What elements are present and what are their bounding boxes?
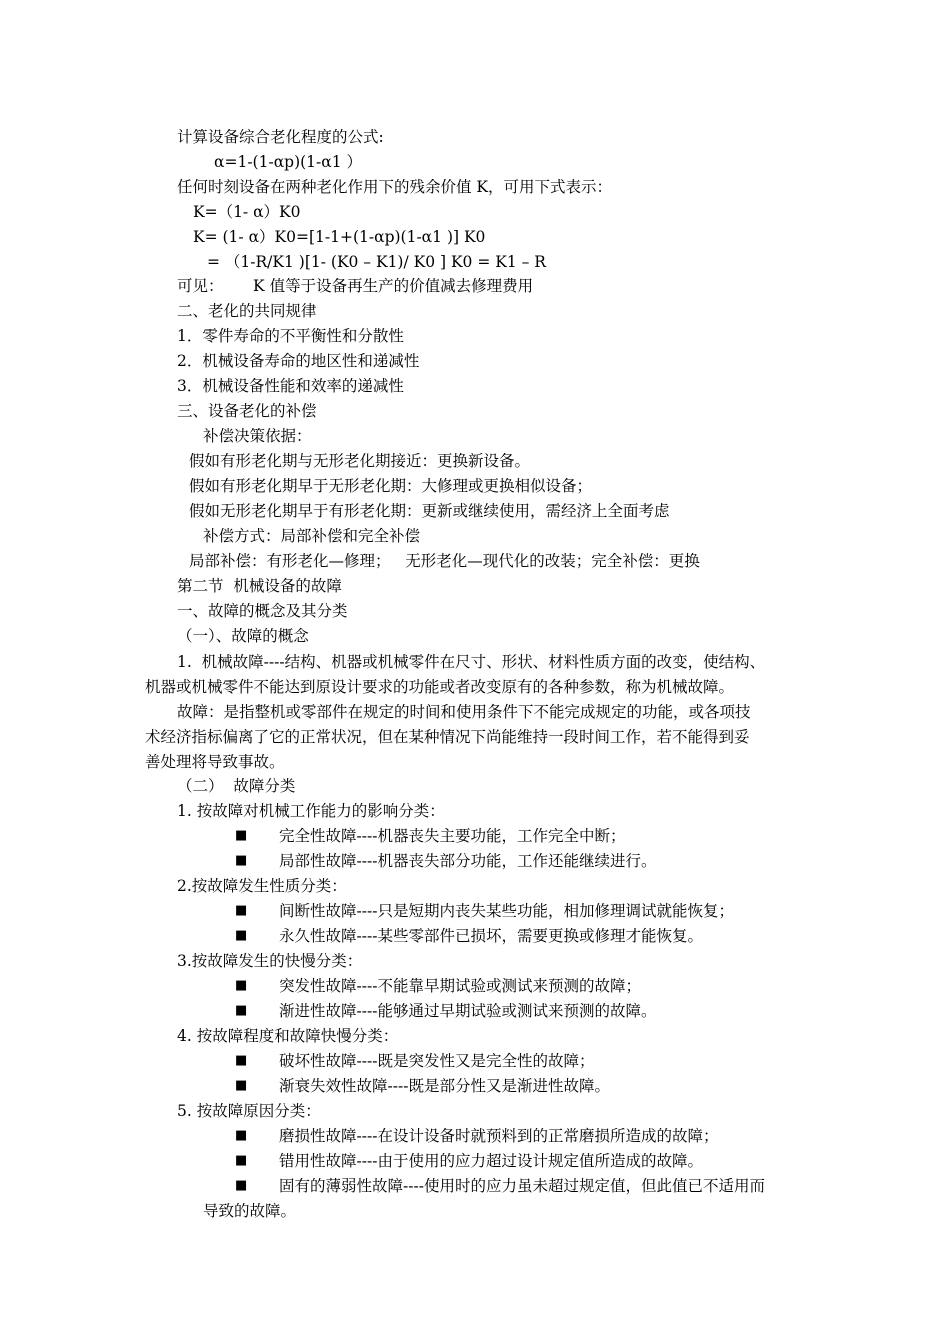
text-line: 假如无形老化期早于有形老化期：更新或继续使用，需经济上全面考虑 xyxy=(189,502,670,520)
section-heading: 一、故障的概念及其分类 xyxy=(177,602,348,620)
text-line: 计算设备综合老化程度的公式: xyxy=(177,128,384,146)
bullet-icon: ■ xyxy=(235,1078,248,1093)
bullet-text: 永久性故障----某些零部件已损坏，需要更换或修理才能恢复。 xyxy=(279,927,703,945)
text-line: 补偿方式：局部补偿和完全补偿 xyxy=(203,527,421,545)
bullet-text: 错用性故障----由于使用的应力超过设计规定值所造成的故障。 xyxy=(279,1152,703,1170)
bullet-text: 破坏性故障----既是突发性又是完全性的故障； xyxy=(279,1052,595,1070)
text-line: 假如有形老化期与无形老化期接近：更换新设备。 xyxy=(189,452,531,470)
category-heading: 3.按故障发生的快慢分类： xyxy=(177,952,363,970)
bullet-icon: ■ xyxy=(235,1053,248,1068)
text-line: 善处理将导致事故。 xyxy=(145,753,285,771)
section-heading: 第二节 机械设备的故障 xyxy=(177,577,342,595)
text-line: 假如有形老化期早于无形老化期：大修理或更换相似设备； xyxy=(189,477,593,495)
bullet-icon: ■ xyxy=(235,1178,248,1193)
bullet-text: 局部性故障----机器丧失部分功能，工作还能继续进行。 xyxy=(279,852,657,870)
text-line: 局部补偿：有形老化—修理； 无形老化—现代化的改装；完全补偿：更换 xyxy=(189,552,700,570)
section-heading: 二、老化的共同规律 xyxy=(177,302,317,320)
formula-line: = （1-R/K1 )[1- (K0 – K1)/ K0 ] K0 = K1 – R xyxy=(207,253,546,271)
text-line: 可见： K 值等于设备再生产的价值减去修理费用 xyxy=(177,277,534,295)
text-line: 术经济指标偏离了它的正常状况，但在某种情况下尚能维持一段时间工作，若不能得到妥 xyxy=(145,728,750,746)
bullet-icon: ■ xyxy=(235,1128,248,1143)
text-line: 补偿决策依据： xyxy=(203,427,312,445)
text-line: 1. 机械故障----结构、机器或机械零件在尺寸、形状、材料性质方面的改变，使结构、 xyxy=(177,653,766,671)
text-line: 任何时刻设备在两种老化作用下的残余价值 K，可用下式表示： xyxy=(177,178,613,196)
bullet-text: 渐衰失效性故障----既是部分性又是渐进性故障。 xyxy=(279,1077,610,1095)
bullet-text: 渐进性故障----能够通过早期试验或测试来预测的故障。 xyxy=(279,1002,657,1020)
formula-line: K=（1- α）K0 xyxy=(193,203,301,221)
bullet-icon: ■ xyxy=(235,978,248,993)
formula-line: K= (1- α）K0=[1-1+(1-αp)(1-α1 )] K0 xyxy=(193,228,486,246)
list-item: 2．机械设备寿命的地区性和递减性 xyxy=(177,352,420,370)
bullet-icon: ■ xyxy=(235,1153,248,1168)
bullet-icon: ■ xyxy=(235,1003,248,1018)
section-heading: 三、设备老化的补偿 xyxy=(177,402,317,420)
formula-line: α=1-(1-αp)(1-α1 ） xyxy=(214,153,363,171)
bullet-icon: ■ xyxy=(235,928,248,943)
text-line: 机器或机械零件不能达到原设计要求的功能或者改变原有的各种参数，称为机械故障。 xyxy=(145,678,735,696)
list-item: 1．零件寿命的不平衡性和分散性 xyxy=(177,327,404,345)
bullet-text: 固有的薄弱性故障----使用时的应力虽未超过规定值，但此值已不适用而 xyxy=(279,1177,765,1195)
bullet-text: 磨损性故障----在设计设备时就预料到的正常磨损所造成的故障； xyxy=(279,1127,719,1145)
category-heading: 5. 按故障原因分类： xyxy=(177,1102,321,1120)
section-heading: （一）、故障的概念 xyxy=(177,627,309,645)
category-heading: 4. 按故障程度和故障快慢分类： xyxy=(177,1027,399,1045)
bullet-text: 间断性故障----只是短期内丧失某些功能，相加修理调试就能恢复； xyxy=(279,902,734,920)
category-heading: 2.按故障发生性质分类： xyxy=(177,877,347,895)
bullet-text: 突发性故障----不能靠早期试验或测试来预测的故障； xyxy=(279,977,641,995)
text-line: 故障：是指整机或零部件在规定的时间和使用条件下不能完成规定的功能，或各项技 xyxy=(177,703,751,721)
list-item: 3．机械设备性能和效率的递减性 xyxy=(177,377,404,395)
section-heading: （二） 故障分类 xyxy=(177,777,296,795)
bullet-text: 导致的故障。 xyxy=(203,1202,297,1220)
category-heading: 1. 按故障对机械工作能力的影响分类： xyxy=(177,802,445,820)
bullet-icon: ■ xyxy=(235,853,248,868)
bullet-text: 完全性故障----机器丧失主要功能，工作完全中断； xyxy=(279,827,626,845)
bullet-icon: ■ xyxy=(235,903,248,918)
bullet-icon: ■ xyxy=(235,828,248,843)
